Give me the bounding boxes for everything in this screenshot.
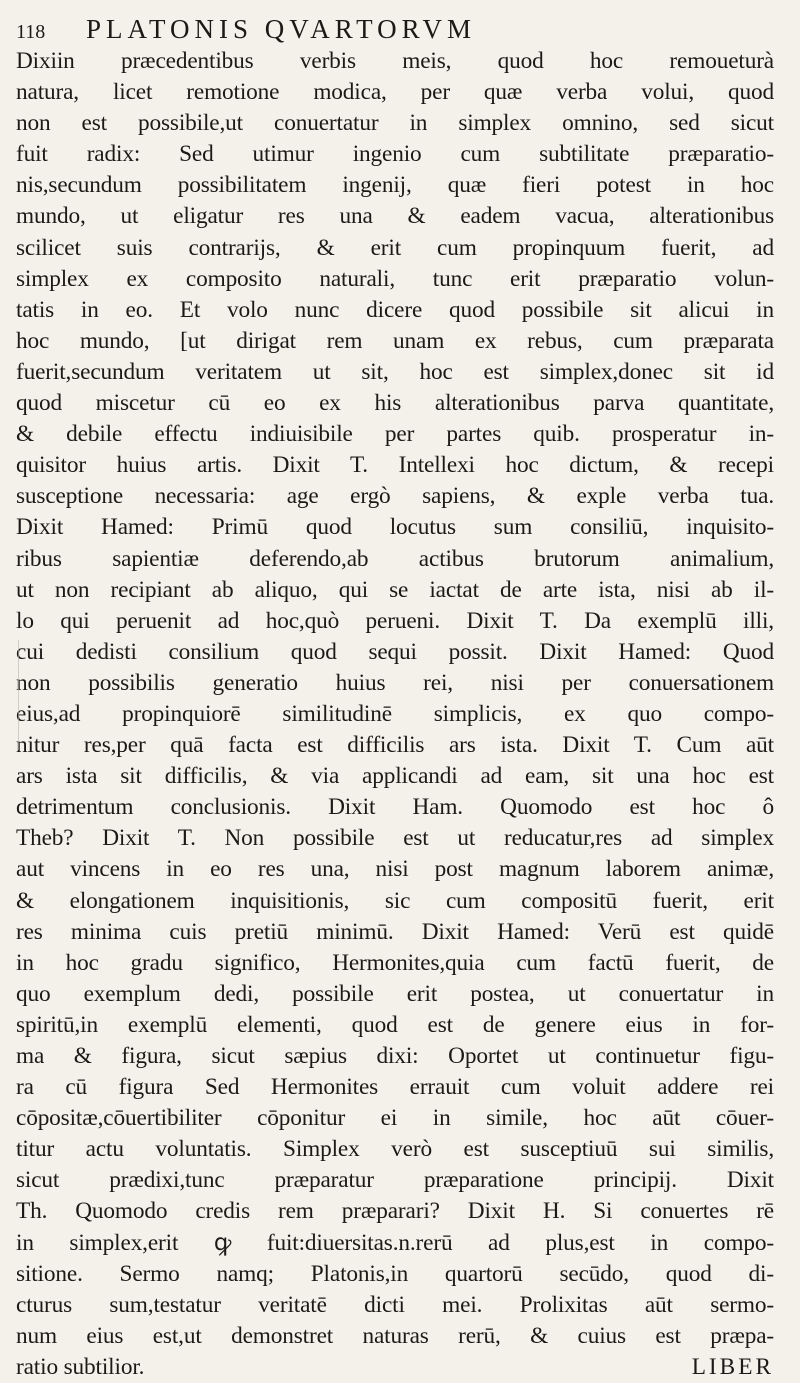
text-line: detrimentum conclusionis. Dixit Ham. Quomodo est hoc ô (16, 794, 774, 821)
text-line: Th. Quomodo credis rem præparari? Dixit H. Si conuertes rē (16, 1198, 774, 1225)
text-line: scilicet suis contrarijs, & erit cum propinquum fuerit, ad (16, 234, 774, 261)
text-line (16, 1352, 774, 1383)
text-line: res minima cuis pretiū minimū. Dixit Hamed: Verū est quidē (16, 918, 774, 945)
text-line: quisitor huius artis. Dixit T. Intellexi hoc dictum, & recepi (16, 452, 774, 479)
text-line: cturus sum,testatur veritatē dicti mei. Prolixitas aūt sermo- (16, 1291, 774, 1318)
text-line: eius,ad propinquiorē similitudinē simplicis, ex quo compo- (16, 700, 774, 727)
text-line: titur actu voluntatis. Simplex verò est susceptiuū sui similis, (16, 1136, 774, 1163)
text-line: mundo, ut eligatur res una & eadem vacua, alterationibus (16, 203, 774, 230)
text-line: cui dedisti consilium quod sequi possit. Dixit Hamed: Quod (16, 638, 774, 665)
text-line: in hoc gradu significo, Hermonites,quia cum factū fuerit, de (16, 949, 774, 976)
text-line: ma & figura, sicut sæpius dixi: Oportet ut continuetur figu- (16, 1043, 774, 1069)
catchword: LIBER (691, 1353, 774, 1380)
text-line: quod miscetur cū eo ex his alterationibus parva quantitate, (16, 390, 774, 417)
text-line: ribus sapientiæ deferendo,ab actibus brutorum animalium, (16, 545, 774, 572)
text-line: simplex ex composito naturali, tunc erit præparatio volun- (16, 265, 774, 292)
text-line: fuit radix: Sed utimur ingenio cum subtilitate præparatio- (16, 141, 774, 168)
text-line: Dixiin præcedentibus verbis meis, quod hoc remoueturà (16, 48, 774, 74)
text-line: spiritū,in exemplū elementi, quod est de genere eius in for- (16, 1011, 774, 1038)
text-line: aut vincens in eo res una, nisi post magnum laborem animæ, (16, 856, 774, 883)
text-line: & debile effectu indiuisibile per partes quib. prosperatur in- (16, 421, 774, 448)
running-title: PLATONIS QVARTORVM (86, 14, 477, 44)
text-line: susceptione necessaria: age ergò sapiens, & exple verba tua. (16, 483, 774, 510)
text-line: & elongationem inquisitionis, sic cum compositū fuerit, erit (16, 887, 774, 914)
text-line: ut non recipiant ab aliquo, qui se iactat de arte ista, nisi ab il- (16, 576, 774, 603)
folio-number: 118 (16, 21, 46, 43)
text-line: Theb? Dixit T. Non possibile est ut reducatur,res ad simplex (16, 825, 774, 852)
text-line: non possibilis generatio huius rei, nisi per conuersationem (16, 669, 774, 696)
margin-pencil-mark (0, 640, 19, 750)
text-line: nitur res,per quā facta est difficilis ars ista. Dixit T. Cum aūt (16, 732, 774, 759)
text-line: quo exemplum dedi, possibile erit postea, ut conuertatur in (16, 980, 774, 1007)
text-line: num eius est,ut demonstret naturas rerū, & cuius est præpa- (16, 1322, 774, 1349)
text-line: non est possibile,ut conuertatur in simplex omnino, sed sicut (16, 110, 774, 137)
text-line: fuerit,secundum veritatem ut sit, hoc est simplex,donec sit id (16, 358, 774, 385)
text-line: sitione. Sermo namq; Platonis,in quartorū secūdo, quod di- (16, 1260, 774, 1287)
text-line: cōpositæ,cōuertibiliter cōponitur ei in simile, hoc aūt cōuer- (16, 1105, 774, 1132)
final-line-text: ratio subtilior. (16, 1353, 145, 1380)
text-line: Dixit Hamed: Primū quod locutus sum consiliū, inquisito- (16, 514, 774, 541)
text-line: sicut prædixi,tunc præparatur præparatione principij. Dixit (16, 1167, 774, 1194)
text-line: ars ista sit difficilis, & via applicandi ad eam, sit una hoc est (16, 763, 774, 790)
text-line: in simplex,erit ꝙ fuit:diuersitas.n.rerū ad plus,est in compo- (16, 1229, 774, 1256)
text-line: ra cū figura Sed Hermonites errauit cum voluit addere rei (16, 1074, 774, 1101)
text-line: natura, licet remotione modica, per quæ verba volui, quod (16, 79, 774, 106)
page-header (16, 14, 774, 44)
text-line: lo qui peruenit ad hoc,quò perueni. Dixit T. Da exemplū illi, (16, 607, 774, 634)
body-text (16, 46, 774, 1383)
text-line: hoc mundo, [ut dirigat rem unam ex rebus, cum præparata (16, 327, 774, 354)
text-line: tatis in eo. Et volo nunc dicere quod possibile sit alicui in (16, 296, 774, 323)
text-line: nis,secundum possibilitatem ingenij, quæ fieri potest in hoc (16, 172, 774, 199)
